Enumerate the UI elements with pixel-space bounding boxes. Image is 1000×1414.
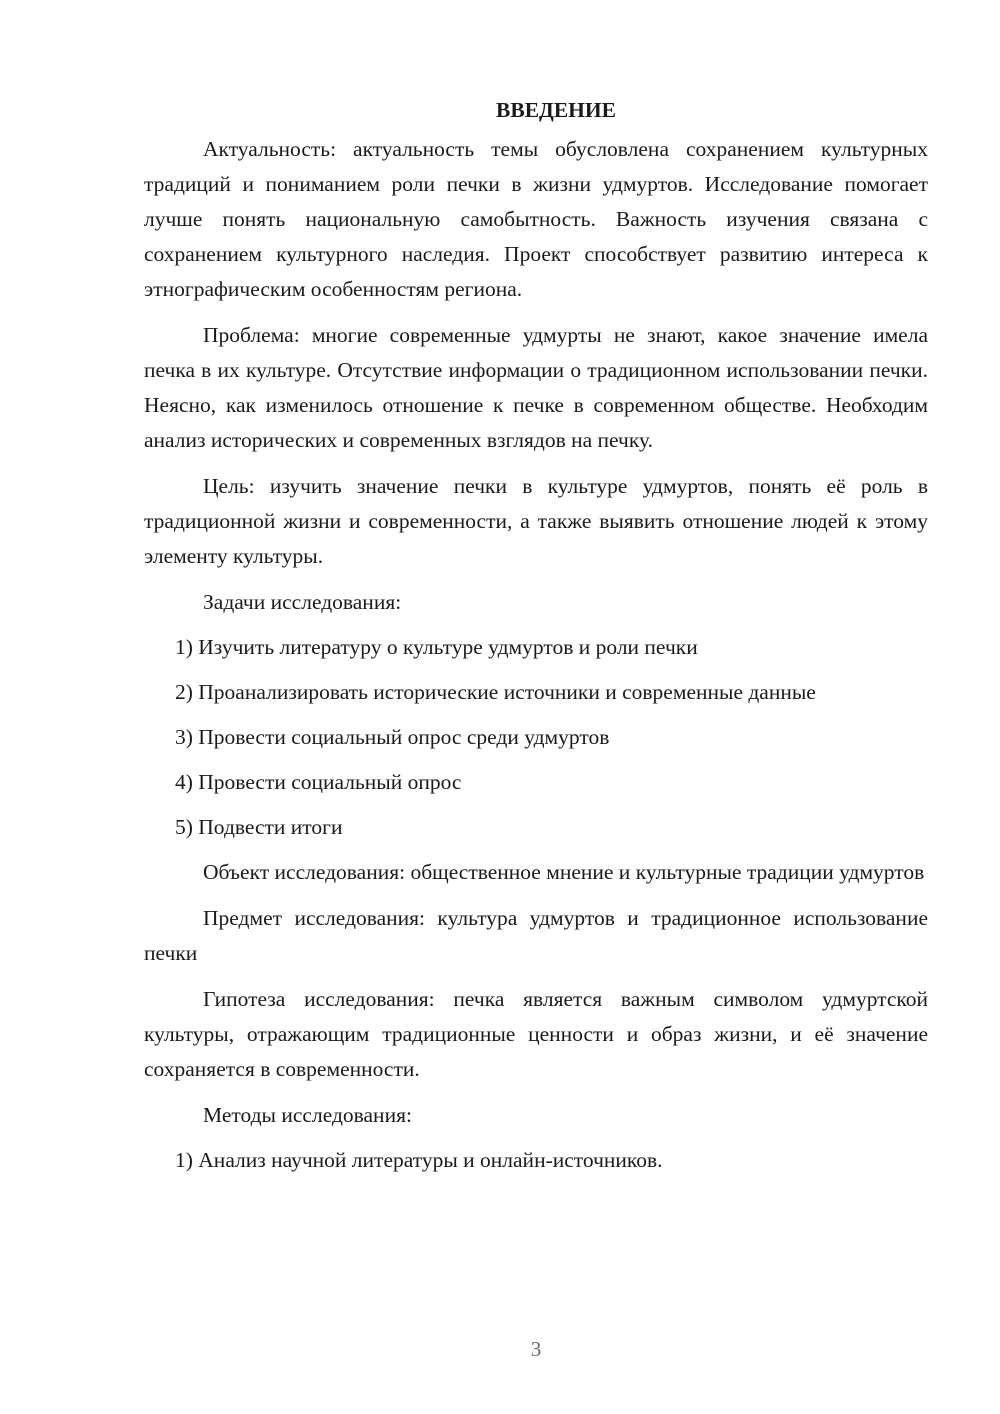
page-title: ВВЕДЕНИЕ	[496, 98, 616, 122]
paragraph-goal: Цель: изучить значение печки в культуре удмуртов, понять её роль в традиционной жизни и современности, а также выявить отношение людей к этому элементу культуры.	[144, 474, 928, 568]
page-number: 3	[530, 1337, 542, 1361]
tasks-list	[144, 630, 928, 845]
tasks-heading: Задачи исследования:	[203, 590, 402, 614]
paragraph-object: Объект исследования: общественное мнение и культурные традиции удмуртов	[203, 860, 925, 884]
paragraph-relevance: Актуальность: актуальность темы обусловлена сохранением культурных традиций и пониманием роли печки в жизни удмуртов. Исследование помогает лучше понять национальную самобытность. Важность изучения связана с сохранением культурного наследия. Проект способствует развитию интереса к этнографическим особенностям региона.	[144, 137, 928, 301]
methods-list	[144, 1143, 928, 1178]
methods-heading: Методы исследования:	[203, 1103, 412, 1127]
list-item: 5) Подвести итоги	[175, 815, 343, 839]
list-item: 4) Провести социальный опрос	[175, 770, 462, 794]
paragraph-hypothesis: Гипотеза исследования: печка является важным символом удмуртской культуры, отражающим традиционные ценности и образ жизни, и её значение сохраняется в современности.	[144, 987, 928, 1081]
paragraph-subject: Предмет исследования: культура удмуртов и традиционное использование печки	[144, 906, 928, 965]
list-item: 1) Изучить литературу о культуре удмуртов и роли печки	[175, 635, 698, 659]
paragraph-problem: Проблема: многие современные удмурты не знают, какое значение имела печка в их культуре. Отсутствие информации о традиционном использовании печки. Неясно, как изменилось отношение к печке в современном обществе. Необходим анализ исторических и современных взглядов на печку.	[144, 323, 928, 452]
list-item: 2) Проанализировать исторические источники и современные данные	[175, 680, 816, 704]
list-item: 1) Анализ научной литературы и онлайн-источников.	[175, 1148, 663, 1172]
page-content	[144, 93, 928, 1188]
list-item: 3) Провести социальный опрос среди удмуртов	[175, 725, 610, 749]
